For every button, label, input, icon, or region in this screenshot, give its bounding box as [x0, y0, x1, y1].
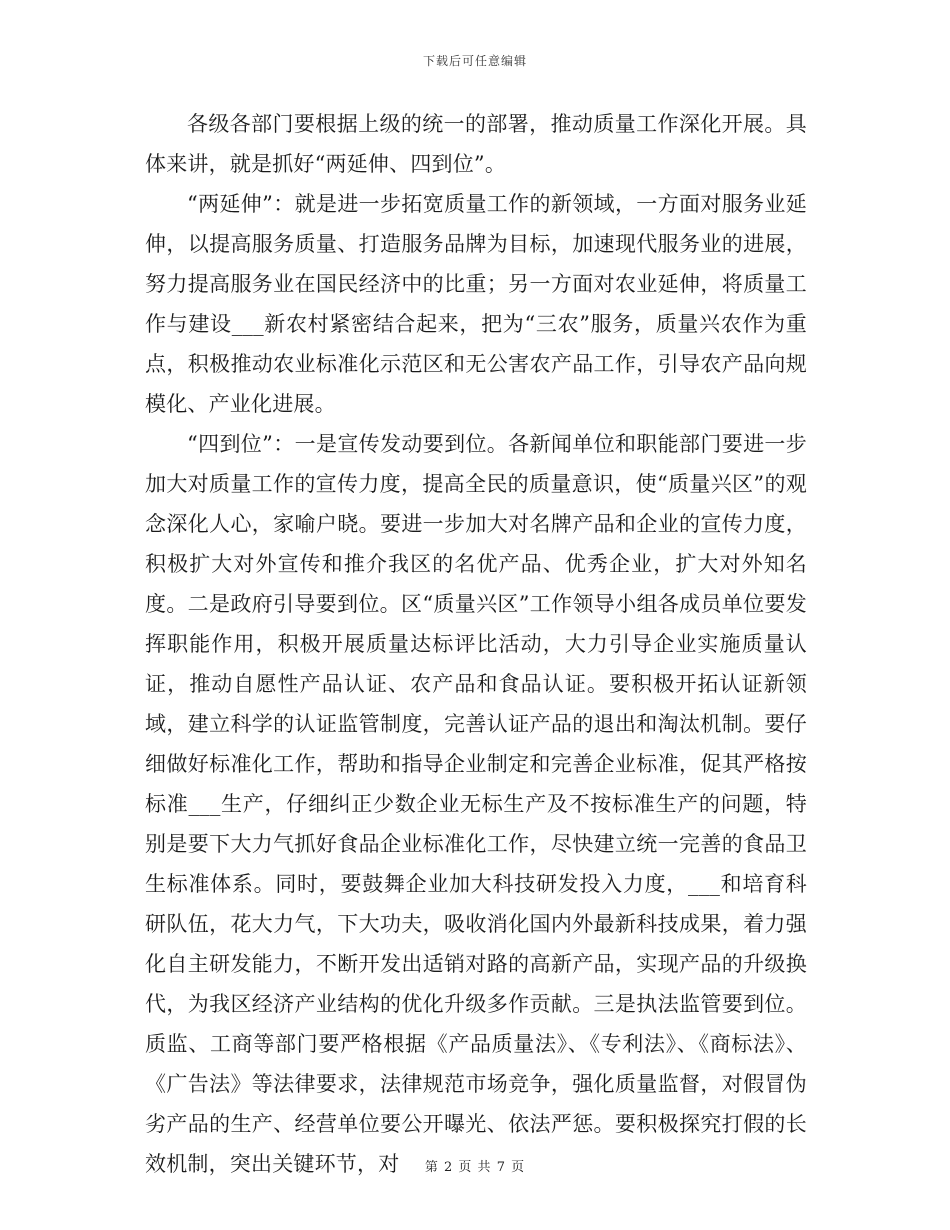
page-header-note: 下载后可任意编辑 — [422, 54, 527, 68]
paragraph-two-extensions: “两延伸”：就是进一步拓宽质量工作的新领域，一方面对服务业延伸，以提高服务质量、打造服务品牌为目标，加速现代服务业的进展，努力提高服务业在国民经济中的比重；另一方面对农业延伸，将质量工作与建设___新农村紧密结合起来，把为“三农”服务，质量兴农作为重点，积极推动农业标准化示范区和无公害农产品工作，引导农产品向规模化、产业化进展。 — [145, 192, 807, 416]
paragraph-intro: 各级各部门要根据上级的统一的部署，推动质量工作深化开展。具体来讲，就是抓好“两延伸、四到位”。 — [145, 112, 807, 176]
page-number: 第 2 页 共 7 页 — [424, 1160, 526, 1175]
paragraph-four-in-place: “四到位”：一是宣传发动要到位。各新闻单位和职能部门要进一步加大对质量工作的宣传力度，提高全民的质量意识，使“质量兴区”的观念深化人心，家喻户晓。要进一步加大对名牌产品和企业的宣传力度，积极扩大对外宣传和推介我区的名优产品、优秀企业，扩大对外知名度。二是政府引导要到位。区“质量兴区”工作领导小组各成员单位要发挥职能作用，积极开展质量达标评比活动，大力引导企业实施质量认证，推动自愿性产品认证、农产品和食品认证。要积极开拓认证新领域，建立科学的认证监管制度，完善认证产品的退出和淘汰机制。要仔细做好标准化工作，帮助和指导企业制定和完善企业标准，促其严格按标准___生产，仔细纠正少数企业无标生产及不按标准生产的问题，特别是要下大力气抓好食品企业标准化工作，尽快建立统一完善的食品卫生标准体系。同时，要鼓舞企业加大科技研发投入力度，___和培育科研队伍，花大力气，下大功夫，吸收消化国内外最新科技成果，着力强化自主研发能力，不断开发出适销对路的高新产品，实现产品的升级换代，为我区经济产业结构的优化升级多作贡献。三是执法监管要到位。质监、工商等部门要严格根据《产品质量法》、《专利法》、《商标法》、《广告法》等法律要求，法律规范市场竞争，强化质量监督，对假冒伪劣产品的生产、经营单位要公开曝光、依法严惩。要积极探究打假的长效机制，突出关键环节，对 — [145, 432, 807, 1176]
document-body — [145, 104, 807, 1184]
